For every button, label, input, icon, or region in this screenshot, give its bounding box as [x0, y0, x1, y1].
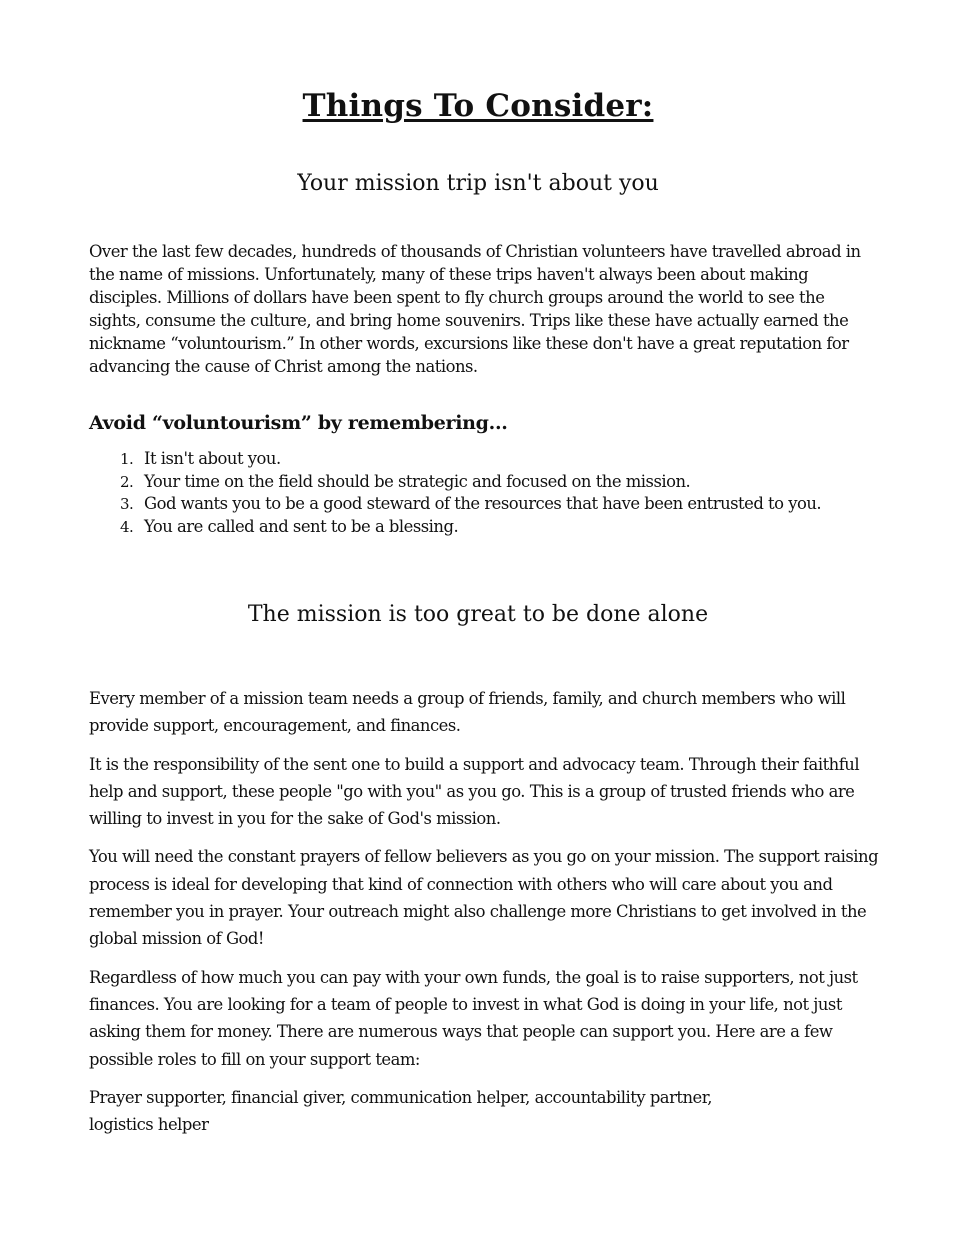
list-number: 3.	[120, 495, 134, 514]
support-roles-line2: logistics helper	[89, 1115, 209, 1135]
support-paragraph: Every member of a mission team needs a group of friends, family, and church members who will provide support, encouragement, and finances.	[89, 689, 846, 736]
support-paragraph: It is the responsibility of the sent one to build a support and advocacy team. Through their faithful help and support, these people "go with you" as you go. This is a group of trusted friends who are willing to invest in you for the sake of God's mission.	[89, 754, 860, 829]
support-paragraph: Regardless of how much you can pay with your own funds, the goal is to raise supporters, not just finances. You are looking for a team of people to invest in what God is doing in your life, not just asking them for money. There are numerous ways that people can support you. Here are a few possible roles to fill on your support team:	[89, 967, 858, 1069]
section-heading-mission-too-great: The mission is too great to be done alone	[247, 602, 709, 627]
list-item	[89, 471, 821, 494]
reminder-list	[89, 448, 821, 539]
list-number: 4.	[120, 518, 134, 537]
support-team-section	[89, 685, 879, 1149]
list-number: 2.	[120, 472, 134, 491]
list-item-text: Your time on the field should be strategic and focused on the mission.	[144, 471, 691, 491]
intro-paragraph: Over the last few decades, hundreds of thousands of Christian volunteers have travelled abroad in the name of missions. Unfortunately, many of these trips haven't always been about making disciples. Millions of dollars have been spent to fly church groups around the world to see the sights, consume the culture, and bring home souvenirs. Trips like these have actually earned the nickname “voluntourism.” In other words, excursions like these don't have a great reputation for advancing the cause of Christ among the nations.	[89, 242, 861, 376]
list-number: 1.	[120, 450, 134, 468]
list-item	[89, 448, 821, 471]
list-item-text: You are called and sent to be a blessing.	[144, 517, 459, 537]
support-paragraph: You will need the constant prayers of fellow believers as you go on your mission. The support raising process is ideal for developing that kind of connection with others who will care about you and remember you in prayer. Your outreach might also challenge more Christians to get involved in the global mission of God!	[89, 847, 879, 949]
list-item-text: It isn't about you.	[144, 449, 281, 468]
support-roles	[89, 1084, 879, 1139]
section-heading-mission-trip: Your mission trip isn't about you	[297, 171, 659, 196]
list-item	[89, 493, 821, 516]
list-item	[89, 516, 821, 539]
page-title: Things To Consider:	[302, 88, 654, 124]
list-item-text: God wants you to be a good steward of the resources that have been entrusted to you.	[144, 494, 822, 514]
support-roles-line1: Prayer supporter, financial giver, communication helper, accountability partner,	[89, 1087, 713, 1107]
avoid-voluntourism-heading: Avoid “voluntourism” by remembering...	[89, 412, 508, 434]
